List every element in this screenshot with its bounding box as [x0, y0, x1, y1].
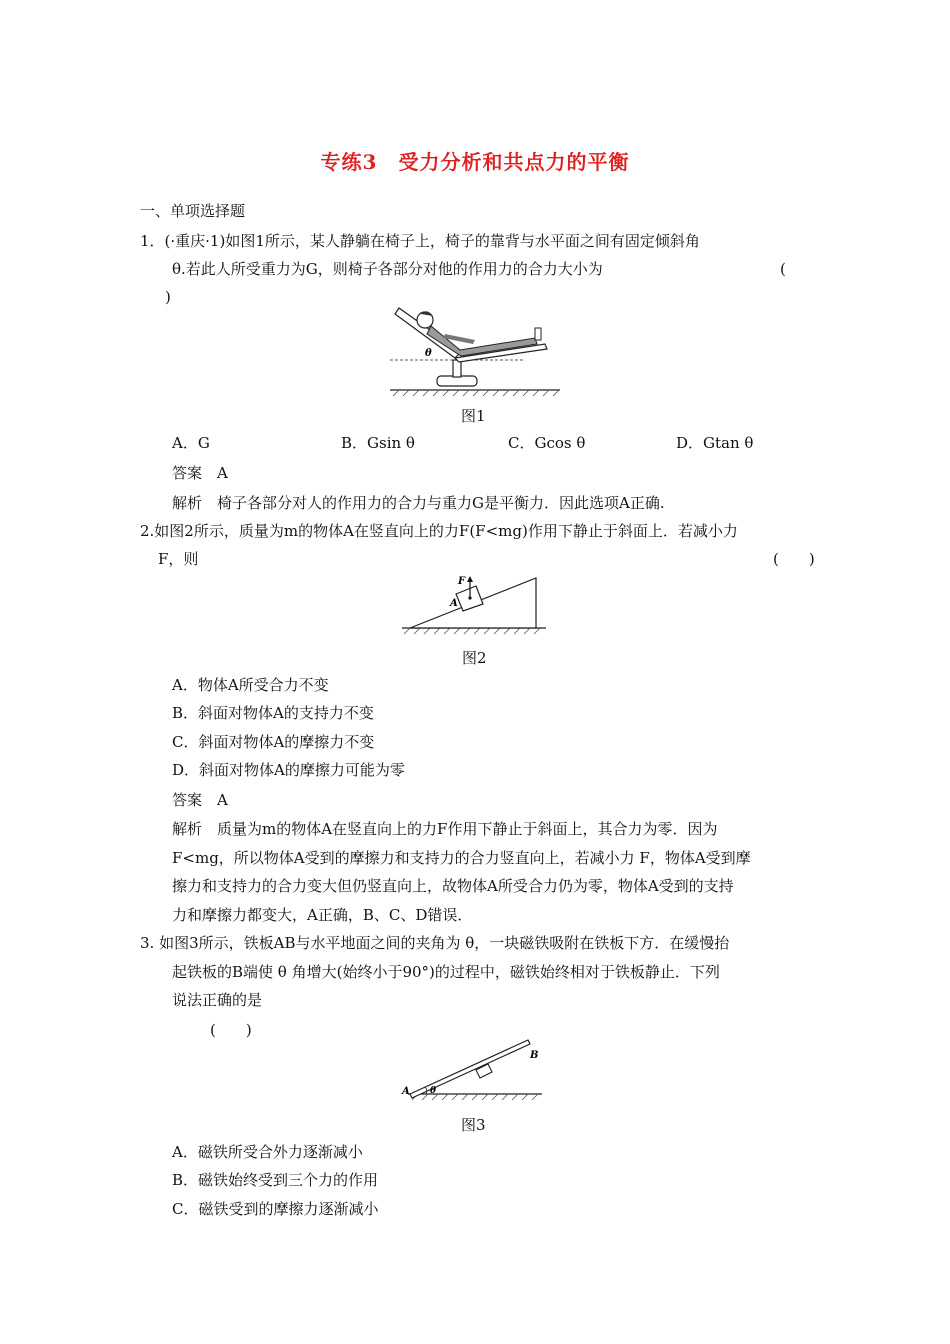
- fig1-theta-label: θ: [425, 348, 432, 359]
- q3-option-b: B．磁铁始终受到三个力的作用: [172, 1171, 379, 1189]
- figure-1-reclining-chair: [385, 300, 565, 400]
- q2-stem-line2: F，则: [158, 550, 199, 568]
- q1-option-c: C．Gcos θ: [508, 434, 586, 452]
- fig2-body-label: A: [450, 598, 458, 609]
- q1-option-d: D．Gtan θ: [676, 434, 754, 452]
- q1-stem-line2: θ.若此人所受重力为G，则椅子各部分对他的作用力的合力大小为: [172, 260, 603, 278]
- q1-stem-line1: 1．(·重庆·1)如图1所示，某人静躺在椅子上，椅子的靠背与水平面之间有固定倾斜角: [140, 232, 700, 250]
- fig3-end-b-label: B: [530, 1050, 539, 1061]
- section-heading: 一、单项选择题: [140, 202, 246, 220]
- q3-answer-paren: ( ): [210, 1021, 252, 1039]
- q2-analysis-line4: 力和摩擦力都变大，A正确，B、C、D错误．: [172, 906, 473, 924]
- q3-stem-line3: 说法正确的是: [172, 991, 263, 1009]
- q1-option-a: A．G: [172, 434, 210, 452]
- fig2-caption: 图2: [462, 649, 487, 667]
- q2-option-a: A．物体A所受合力不变: [172, 676, 329, 694]
- q2-option-c: C．斜面对物体A的摩擦力不变: [172, 733, 375, 751]
- fig1-caption: 图1: [461, 407, 486, 425]
- q2-analysis-line2: F<mg，所以物体A受到的摩擦力和支持力的合力竖直向上，若减小力 F，物体A受到摩: [172, 849, 751, 867]
- fig2-force-label: F: [458, 576, 466, 587]
- figure-3-iron-plate: [398, 1036, 548, 1106]
- q2-answer-paren: ( ): [773, 550, 815, 568]
- fig3-end-a-label: A: [402, 1086, 410, 1097]
- q1-analysis: 解析 椅子各部分对人的作用力的合力与重力G是平衡力．因此选项A正确.: [172, 494, 665, 512]
- q2-analysis-line3: 擦力和支持力的合力变大但仍竖直向上，故物体A所受合力仍为零，物体A受到的支持: [172, 877, 734, 895]
- q1-answer: 答案 A: [172, 464, 228, 482]
- page-title: 专练3 受力分析和共点力的平衡: [320, 150, 630, 174]
- figure-2-incline: [400, 570, 550, 635]
- q3-option-c: C．磁铁受到的摩擦力逐渐减小: [172, 1200, 379, 1218]
- q2-option-d: D．斜面对物体A的摩擦力可能为零: [172, 761, 405, 779]
- q1-answer-paren-close: ): [165, 288, 171, 306]
- q1-option-b: B．Gsin θ: [341, 434, 415, 452]
- q2-stem-line1: 2.如图2所示，质量为m的物体A在竖直向上的力F(F<mg)作用下静止于斜面上．若减小力: [140, 522, 738, 540]
- q1-answer-paren-open: (: [780, 260, 786, 278]
- q3-option-a: A．磁铁所受合外力逐渐减小: [172, 1143, 363, 1161]
- q2-option-b: B．斜面对物体A的支持力不变: [172, 704, 374, 722]
- fig3-theta-label: θ: [430, 1086, 437, 1096]
- q2-answer: 答案 A: [172, 791, 228, 809]
- q3-stem-line2: 起铁板的B端使 θ 角增大(始终小于90°)的过程中，磁铁始终相对于铁板静止．下列: [172, 963, 720, 981]
- fig3-caption: 图3: [461, 1116, 486, 1134]
- q3-stem-line1: 3. 如图3所示，铁板AB与水平地面之间的夹角为 θ，一块磁铁吸附在铁板下方．在缓慢抬: [140, 934, 730, 952]
- q2-analysis-line1: 解析 质量为m的物体A在竖直向上的力F作用下静止于斜面上，其合力为零．因为: [172, 820, 718, 838]
